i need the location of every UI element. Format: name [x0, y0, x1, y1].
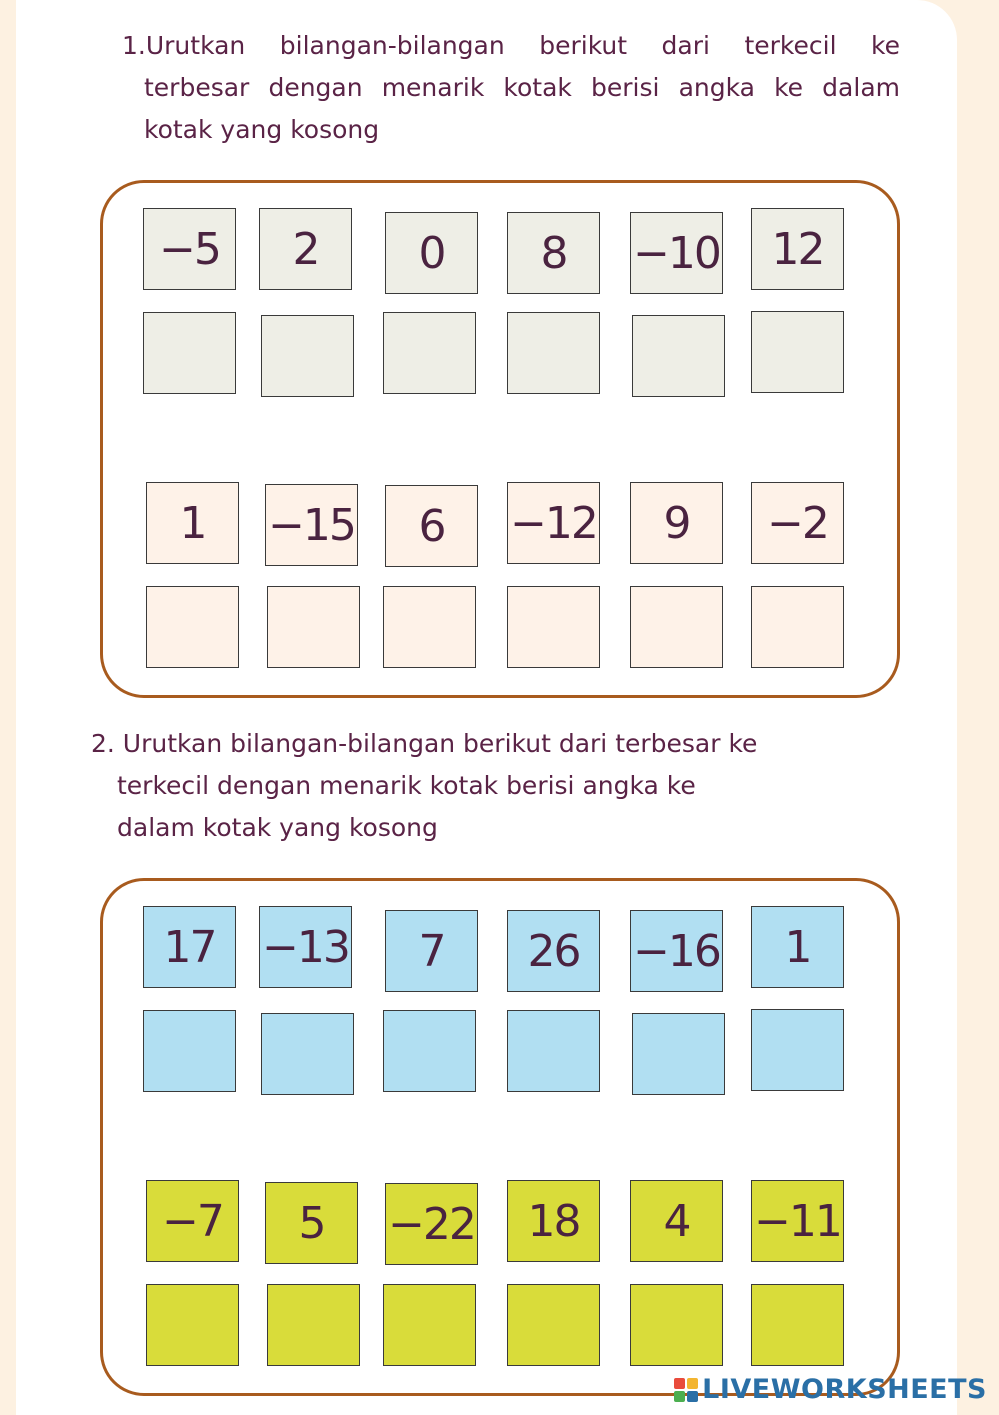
question-2-line-1: 2. Urutkan bilangan-bilangan berikut dari terbesar ke — [91, 729, 758, 758]
q2-tile-11[interactable]: 4 — [630, 1180, 723, 1262]
q2-drop-slot-9[interactable] — [383, 1284, 476, 1366]
question-1-text — [122, 25, 900, 151]
q1-tile-7[interactable]: 1 — [146, 482, 239, 564]
question-1-line-1: 1.Urutkan bilangan-bilangan berikut dari terkecil ke — [122, 31, 900, 60]
q2-tile-5[interactable]: −16 — [630, 910, 723, 992]
q1-drop-slot-4[interactable] — [507, 312, 600, 394]
question-1-line-2: terbesar dengan menarik kotak berisi angka ke dalam — [144, 73, 900, 102]
q1-tile-5[interactable]: −10 — [630, 212, 723, 294]
q1-tile-4[interactable]: 8 — [507, 212, 600, 294]
q2-tile-12[interactable]: −11 — [751, 1180, 844, 1262]
q2-tile-7[interactable]: −7 — [146, 1180, 239, 1262]
q1-drop-slot-6[interactable] — [751, 311, 844, 393]
q2-drop-slot-6[interactable] — [751, 1009, 844, 1091]
q1-tile-6[interactable]: 12 — [751, 208, 844, 290]
q2-tile-1[interactable]: 17 — [143, 906, 236, 988]
q2-drop-slot-10[interactable] — [507, 1284, 600, 1366]
q2-drop-slot-2[interactable] — [261, 1013, 354, 1095]
question-2-line-3: dalam kotak yang kosong — [117, 813, 438, 842]
q2-tile-6[interactable]: 1 — [751, 906, 844, 988]
q1-drop-slot-7[interactable] — [146, 586, 239, 668]
q1-drop-slot-3[interactable] — [383, 312, 476, 394]
q1-tile-8[interactable]: −15 — [265, 484, 358, 566]
q2-drop-slot-3[interactable] — [383, 1010, 476, 1092]
q1-drop-slot-2[interactable] — [261, 315, 354, 397]
q1-tile-12[interactable]: −2 — [751, 482, 844, 564]
q1-drop-slot-12[interactable] — [751, 586, 844, 668]
q2-drop-slot-7[interactable] — [146, 1284, 239, 1366]
q2-drop-slot-4[interactable] — [507, 1010, 600, 1092]
q1-tile-3[interactable]: 0 — [385, 212, 478, 294]
question-1-line-3: kotak yang kosong — [144, 115, 380, 144]
q2-tile-9[interactable]: −22 — [385, 1183, 478, 1265]
q1-tile-10[interactable]: −12 — [507, 482, 600, 564]
q1-drop-slot-5[interactable] — [632, 315, 725, 397]
q2-tile-3[interactable]: 7 — [385, 910, 478, 992]
liveworksheets-logo-icon — [674, 1378, 698, 1402]
q2-drop-slot-12[interactable] — [751, 1284, 844, 1366]
q1-tile-11[interactable]: 9 — [630, 482, 723, 564]
q1-drop-slot-11[interactable] — [630, 586, 723, 668]
q2-tile-4[interactable]: 26 — [507, 910, 600, 992]
q1-tile-2[interactable]: 2 — [259, 208, 352, 290]
q1-drop-slot-9[interactable] — [383, 586, 476, 668]
liveworksheets-logo-text: LIVEWORKSHEETS — [702, 1374, 987, 1405]
q1-drop-slot-10[interactable] — [507, 586, 600, 668]
q1-drop-slot-1[interactable] — [143, 312, 236, 394]
q2-tile-8[interactable]: 5 — [265, 1182, 358, 1264]
q1-drop-slot-8[interactable] — [267, 586, 360, 668]
q2-drop-slot-11[interactable] — [630, 1284, 723, 1366]
q2-tile-10[interactable]: 18 — [507, 1180, 600, 1262]
liveworksheets-logo — [674, 1374, 987, 1405]
q2-drop-slot-8[interactable] — [267, 1284, 360, 1366]
q2-drop-slot-1[interactable] — [143, 1010, 236, 1092]
q1-tile-1[interactable]: −5 — [143, 208, 236, 290]
question-2-text — [91, 723, 851, 849]
q2-tile-2[interactable]: −13 — [259, 906, 352, 988]
question-2-line-2: terkecil dengan menarik kotak berisi angka ke — [117, 771, 696, 800]
q2-drop-slot-5[interactable] — [632, 1013, 725, 1095]
q1-tile-9[interactable]: 6 — [385, 485, 478, 567]
